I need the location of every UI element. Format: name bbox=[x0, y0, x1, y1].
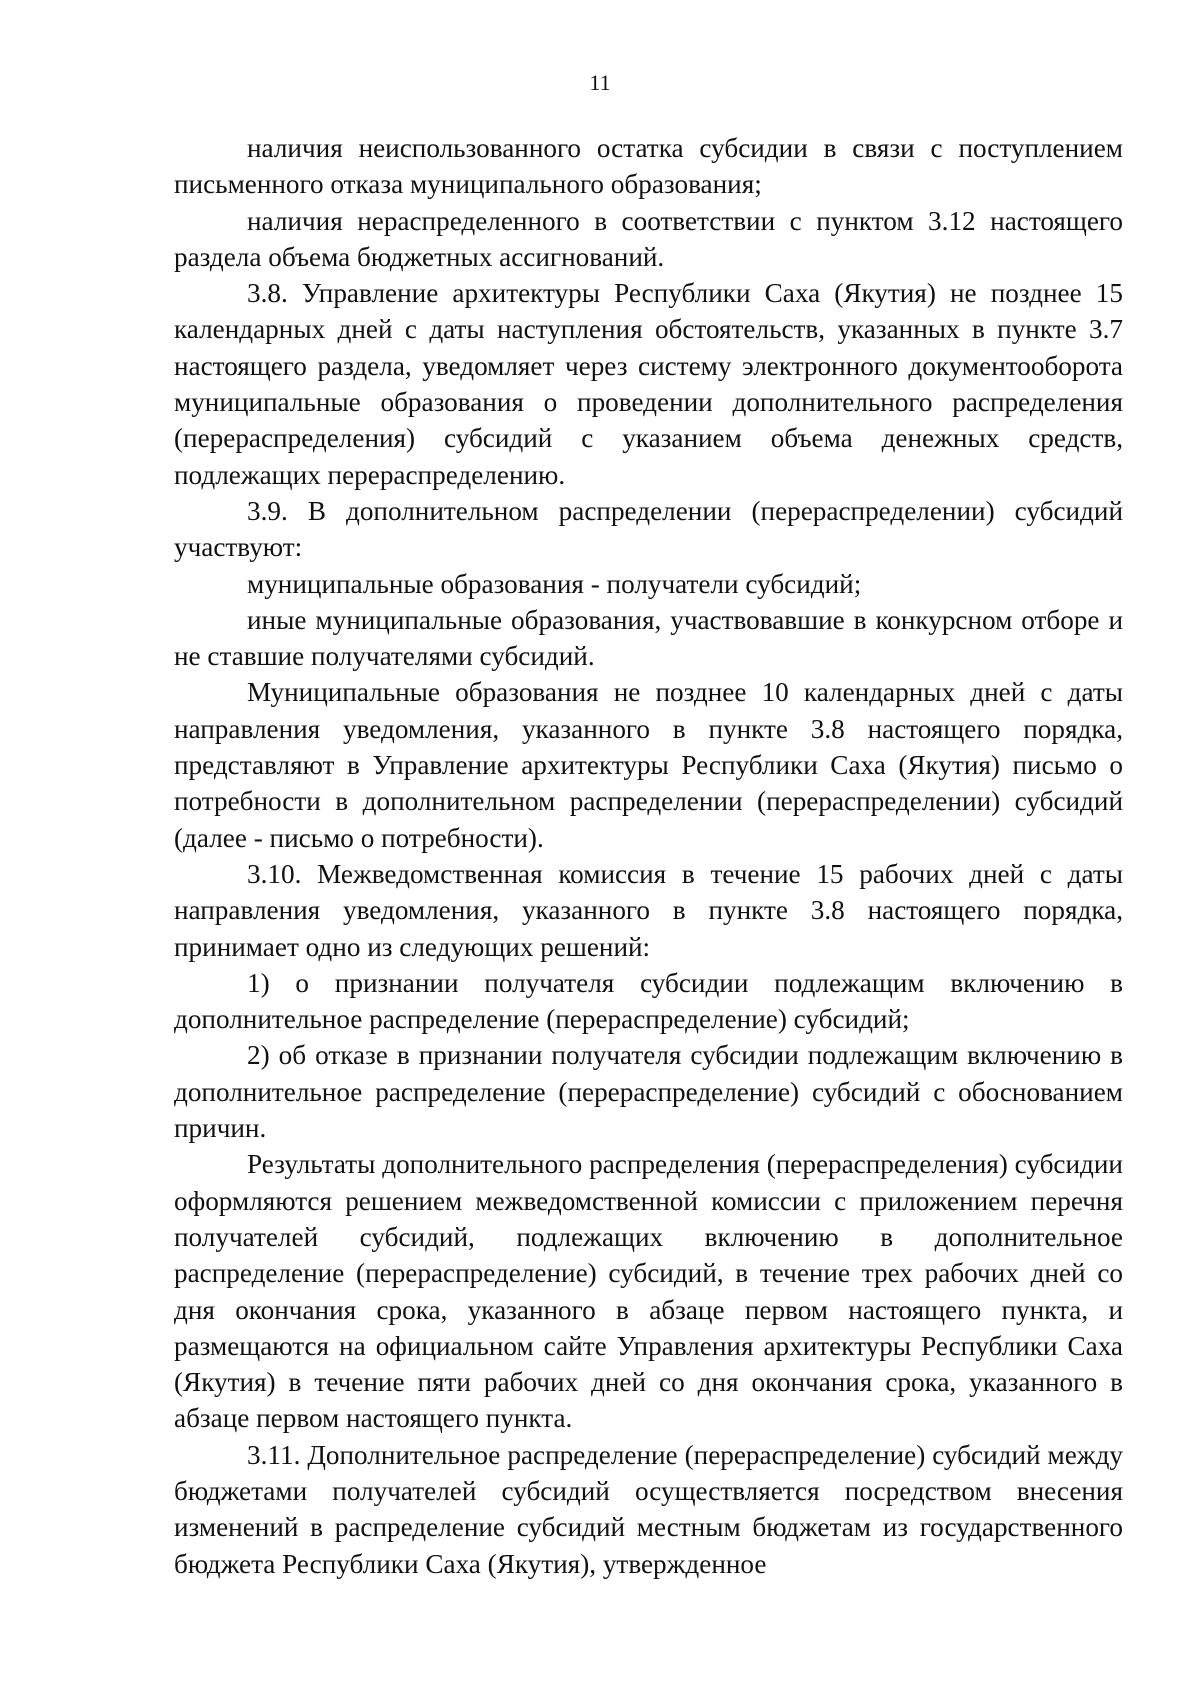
paragraph-3-11: 3.11. Дополнительное распределение (перераспределение) субсидий между бюджетами получателей субсидий осуществляется посредством внесения изменений в распределение субсидий местным бюджетам из государственного бюджета Республики Саха (Якутия), утвержденное bbox=[174, 1439, 1123, 1579]
paragraph-results: Результаты дополнительного распределения (перераспределения) субсидии оформляются решением межведомственной комиссии с приложением перечня получателей субсидий, подлежащих включению в дополнительное распределение (перераспределение) субсидий, в течение трех рабочих дней со дня окончания срока, указанного в абзаце первом настоящего пункта, и размещаются на официальном сайте Управления архитектуры Республики Саха (Якутия) в течение пяти рабочих дней со дня окончания срока, указанного в абзаце первом настоящего пункта. bbox=[174, 1149, 1123, 1434]
paragraph-unused-balance: наличия неиспользованного остатка субсидии в связи с поступлением письменного отказа муниципального образования; bbox=[174, 133, 1123, 200]
paragraph-decision-2: 2) об отказе в признании получателя субсидии подлежащим включению в дополнительное распределение (перераспределение) субсидий с обоснованием причин. bbox=[174, 1040, 1123, 1144]
paragraph-undistributed-volume: наличия нераспределенного в соответствии с пунктом 3.12 настоящего раздела объема бюджетных ассигнований. bbox=[174, 205, 1123, 272]
paragraph-3-9: 3.9. В дополнительном распределении (перераспределении) субсидий участвуют: bbox=[174, 495, 1123, 563]
paragraph-other-municipalities: иные муниципальные образования, участвовавшие в конкурсном отборе и не ставшие получателями субсидий. bbox=[174, 604, 1123, 672]
paragraph-decision-1: 1) о признании получателя субсидии подлежащим включению в дополнительное распределение (перераспределение) субсидий; bbox=[174, 967, 1123, 1035]
paragraph-recipients: муниципальные образования - получатели субсидий; bbox=[247, 568, 862, 599]
paragraph-need-letter: Муниципальные образования не позднее 10 календарных дней с даты направления уведомления, указанного в пункте 3.8 настоящего порядка, представляют в Управление архитектуры Республики Саха (Якутия) письмо о потребности в дополнительном распределении (перераспределении) субсидий (далее - письмо о потребности). bbox=[174, 677, 1123, 853]
paragraph-3-8: 3.8. Управление архитектуры Республики Саха (Якутия) не позднее 15 календарных дней с даты наступления обстоятельств, указанных в пункте 3.7 настоящего раздела, уведомляет через систему электронного документооборота муниципальные образования о проведении дополнительного распределения (перераспределения) субсидий с указанием объема денежных средств, подлежащих перераспределению. bbox=[174, 278, 1123, 490]
paragraph-3-10: 3.10. Межведомственная комиссия в течение 15 рабочих дней с даты направления уведомления, указанного в пункте 3.8 настоящего порядка, принимает одно из следующих решений: bbox=[174, 858, 1123, 962]
page-number: 11 bbox=[589, 70, 611, 95]
document-body bbox=[174, 130, 1123, 1582]
